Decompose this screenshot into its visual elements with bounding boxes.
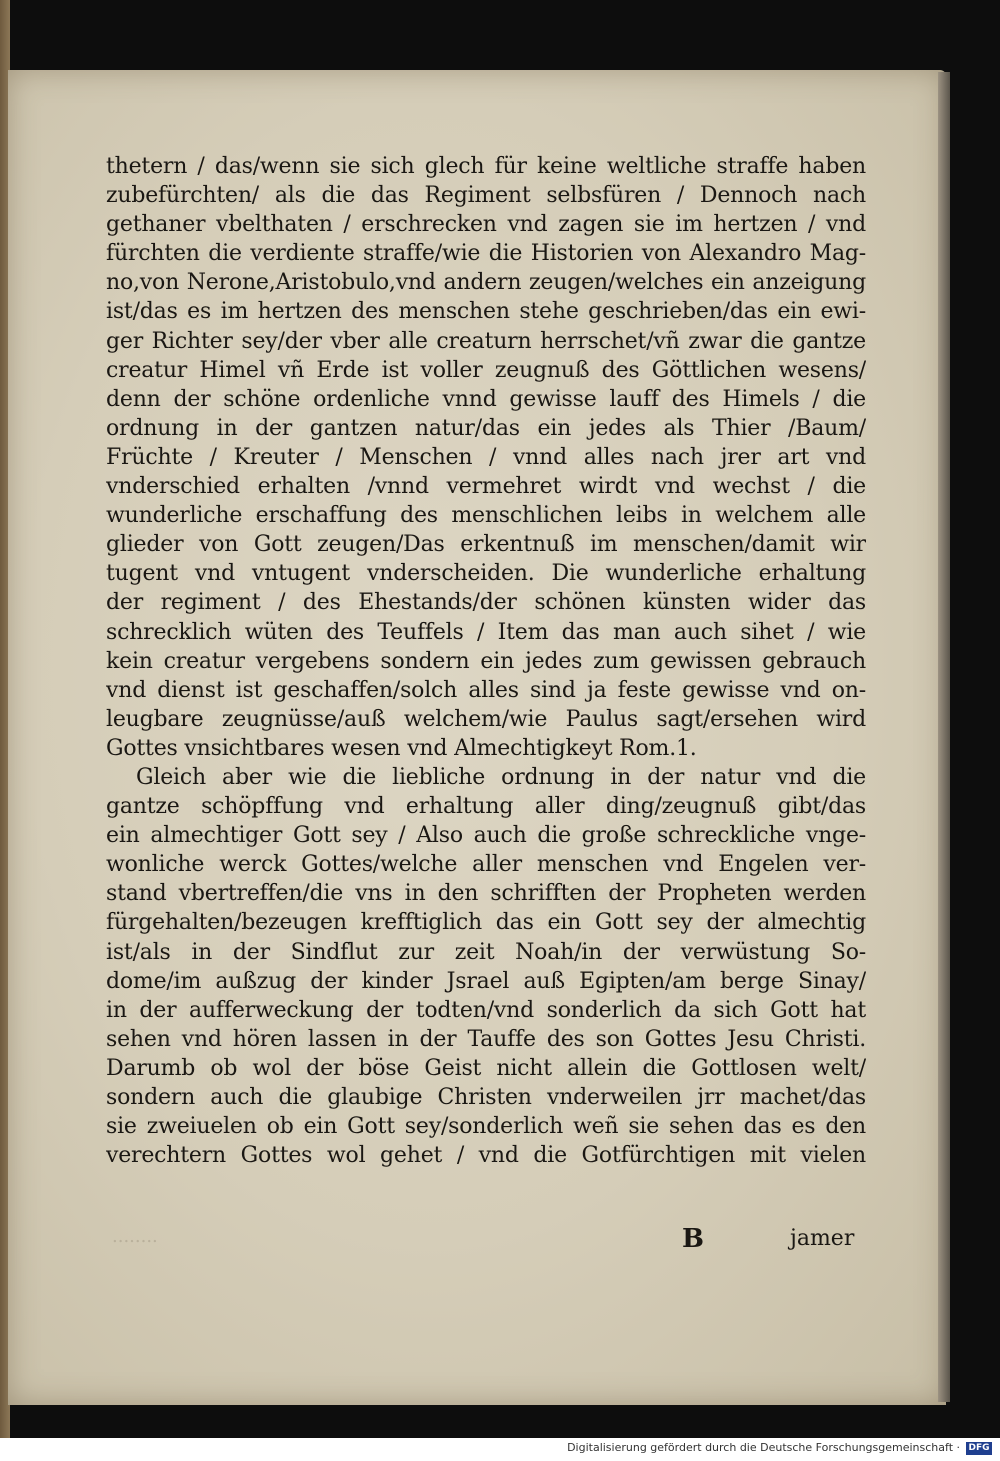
text-line: schrecklich wüten des Teuffels / Item das man auch sihet / wie bbox=[106, 619, 866, 645]
catchword: jamer bbox=[790, 1226, 855, 1251]
text-line: ein almechtiger Gott sey / Also auch die große schreckliche vnge- bbox=[106, 823, 866, 849]
dfg-logo-icon: DFG bbox=[966, 1442, 992, 1455]
page-edge-shadow bbox=[938, 72, 950, 1402]
text-line: ist/das es im hertzen des menschen stehe geschrieben/das ein ewi- bbox=[106, 299, 866, 325]
text-line: verechtern Gottes wol gehet / vnd die Gotfürchtigen mit vielen bbox=[106, 1143, 866, 1169]
credit-bar bbox=[0, 1438, 1000, 1461]
text-line: gethaner vbelthaten / erschrecken vnd zagen sie im hertzen / vnd bbox=[106, 212, 866, 238]
digitization-credit: Digitalisierung gefördert durch die Deutsche Forschungsgemeinschaft · bbox=[567, 1441, 960, 1454]
text-line: kein creatur vergebens sondern ein jedes zum gewissen gebrauch bbox=[106, 648, 866, 674]
text-line-paragraph-start: Gleich aber wie die liebliche ordnung in der natur vnd die bbox=[136, 764, 866, 790]
text-line: wunderliche erschaffung des menschlichen leibs in welchem alle bbox=[106, 503, 866, 529]
text-line: fürchten die verdiente straffe/wie die Historien von Alexandro Mag- bbox=[106, 241, 866, 267]
text-line-paragraph-end: Gottes vnsichtbares wesen vnd Almechtigkeyt Rom.1. bbox=[106, 735, 697, 761]
text-line: fürgehalten/bezeugen krefftiglich das ein Gott sey der almechtig bbox=[106, 910, 866, 936]
text-line: tugent vnd vntugent vnderscheiden. Die wunderliche erhaltung bbox=[106, 561, 866, 587]
text-line: vnderschied erhalten /vnnd vermehret wirdt vnd wechst / die bbox=[106, 474, 866, 500]
text-line: denn der schöne ordenliche vnnd gewisse lauff des Himels / die bbox=[106, 386, 866, 412]
text-line: thetern / das/wenn sie sich glech für keine weltliche straffe haben bbox=[106, 154, 866, 179]
signature-mark: B bbox=[682, 1224, 704, 1254]
text-line: no,von Nerone,Aristobulo,vnd andern zeugen/welches ein anzeigung bbox=[106, 270, 866, 296]
text-line: ordnung in der gantzen natur/das ein jedes als Thier /Baum/ bbox=[106, 415, 866, 441]
text-line: gantze schöpffung vnd erhaltung aller ding/zeugnuß gibt/das bbox=[106, 794, 866, 820]
text-line: zubefürchten/ als die das Regiment selbsfüren / Dennoch nach bbox=[106, 183, 866, 209]
text-line: ger Richter sey/der vber alle creaturn herrschet/vñ zwar die gantze bbox=[106, 328, 866, 354]
text-line: sie zweiuelen ob ein Gott sey/sonderlich weñ sie sehen das es den bbox=[106, 1114, 866, 1140]
text-line: sondern auch die glaubige Christen vnderweilen jrr machet/das bbox=[106, 1085, 866, 1110]
text-line: wonliche werck Gottes/welche aller menschen vnd Engelen ver- bbox=[106, 852, 866, 878]
text-block bbox=[106, 152, 866, 1170]
text-line: glieder von Gott zeugen/Das erkentnuß im menschen/damit wir bbox=[106, 532, 866, 558]
text-line: stand vbertreffen/die vns in den schrifften der Propheten werden bbox=[106, 881, 866, 907]
text-line: Früchte / Kreuter / Menschen / vnnd alles nach jrer art vnd bbox=[106, 444, 866, 470]
text-line: vnd dienst ist geschaffen/solch alles sind ja feste gewisse vnd on- bbox=[106, 677, 866, 703]
text-line: Darumb ob wol der böse Geist nicht allein die Gottlosen welt/ bbox=[106, 1055, 866, 1081]
faint-page-mark: ........ bbox=[112, 1226, 158, 1247]
text-line: creatur Himel vñ Erde ist voller zeugnuß des Göttlichen wesens/ bbox=[106, 357, 866, 383]
text-line: leugbare zeugnüsse/auß welchem/wie Paulus sagt/ersehen wird bbox=[106, 706, 866, 732]
text-line: dome/im außzug der kinder Jsrael auß Egipten/am berge Sinay/ bbox=[106, 968, 866, 994]
text-line: in der aufferweckung der todten/vnd sonderlich da sich Gott hat bbox=[106, 997, 866, 1023]
text-line: ist/als in der Sindflut zur zeit Noah/in der verwüstung So- bbox=[106, 939, 866, 965]
text-line: der regiment / des Ehestands/der schönen künsten wider das bbox=[106, 590, 866, 616]
text-line: sehen vnd hören lassen in der Tauffe des son Gottes Jesu Christi. bbox=[106, 1026, 866, 1052]
